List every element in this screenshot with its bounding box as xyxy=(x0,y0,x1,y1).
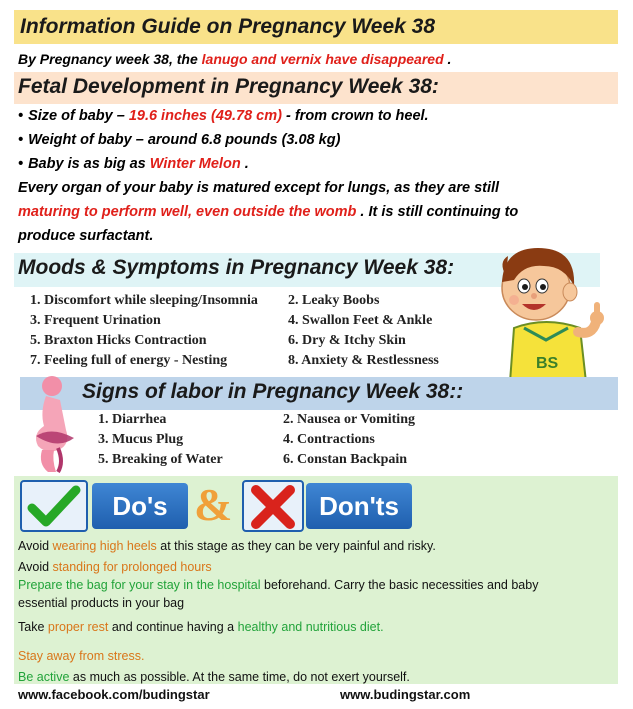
labor-item: 5. Breaking of Water xyxy=(98,452,223,467)
bullet-weight: • Weight of baby – around 6.8 pounds (3.08 kg) xyxy=(18,132,341,148)
labor-item: 3. Mucus Plug xyxy=(98,432,184,447)
intro-prefix: By Pregnancy week 38, the xyxy=(18,51,198,67)
mood-item: 3. Frequent Urination xyxy=(30,313,161,328)
tip-stress: Stay away from stress. xyxy=(18,649,145,663)
labor-item: 4. Contractions xyxy=(283,432,375,447)
bullet-compare: • Baby is as big as Winter Melon . xyxy=(18,156,249,172)
mood-item: 6. Dry & Itchy Skin xyxy=(288,333,406,348)
intro-line xyxy=(18,51,451,67)
mood-item: 5. Braxton Hicks Contraction xyxy=(30,333,207,348)
labor-heading: Signs of labor in Pregnancy Week 38:: xyxy=(82,380,464,403)
tip-active: Be active as much as possible. At the same time, do not exert yourself. xyxy=(18,670,410,684)
dos-check-box xyxy=(20,480,88,532)
cross-icon xyxy=(244,482,302,530)
tip-hospital-bag: Prepare the bag for your stay in the hospital beforehand. Carry the basic necessities and baby essential products in your bag xyxy=(18,578,539,610)
boy-mascot-illustration xyxy=(484,236,608,386)
mood-item: 1. Discomfort while sleeping/Insomnia xyxy=(30,293,258,308)
donts-x-box xyxy=(242,480,304,532)
footer-facebook-link[interactable]: www.facebook.com/budingstar xyxy=(18,687,210,702)
moods-heading: Moods & Symptoms in Pregnancy Week 38: xyxy=(18,256,455,279)
tip-standing: Avoid standing for prolonged hours xyxy=(18,560,212,574)
page-title: Information Guide on Pregnancy Week 38 xyxy=(20,15,436,38)
intro-suffix: . xyxy=(447,51,452,67)
dos-label: Do's xyxy=(92,483,188,529)
fetal-heading-bar xyxy=(14,72,618,104)
fetal-heading: Fetal Development in Pregnancy Week 38: xyxy=(18,75,439,98)
labor-item: 6. Constan Backpain xyxy=(283,452,408,467)
ampersand: & xyxy=(194,479,233,530)
mascot-shirt-text: BS xyxy=(536,355,559,372)
mood-item: 2. Leaky Boobs xyxy=(288,293,380,308)
footer-website-link[interactable]: www.budingstar.com xyxy=(340,687,471,702)
title-bar xyxy=(14,10,618,44)
pregnant-woman-illustration xyxy=(18,372,88,478)
mood-item: 4. Swallon Feet & Ankle xyxy=(288,313,433,328)
labor-heading-bar xyxy=(20,377,618,410)
fetal-paragraph: Every organ of your baby is matured except for lungs, as they are still maturing to perform well, even outside the womb . It is still continuing to produce surfactant. xyxy=(18,180,519,244)
labor-item: 2. Nausea or Vomiting xyxy=(283,412,415,427)
labor-item: 1. Diarrhea xyxy=(98,412,167,427)
mood-item: 8. Anxiety & Restlessness xyxy=(288,353,439,368)
mood-item: 7. Feeling full of energy - Nesting xyxy=(30,353,228,368)
tip-high-heels: Avoid wearing high heels at this stage as they can be very painful and risky. xyxy=(18,539,436,553)
donts-label: Don'ts xyxy=(306,483,412,529)
bullet-size: • Size of baby – 19.6 inches (49.78 cm) - from crown to heel. xyxy=(18,108,429,124)
intro-highlight: lanugo and vernix have disappeared xyxy=(201,51,444,67)
check-icon xyxy=(22,482,86,530)
tip-rest-diet: Take proper rest and continue having a healthy and nutritious diet. xyxy=(18,620,384,634)
